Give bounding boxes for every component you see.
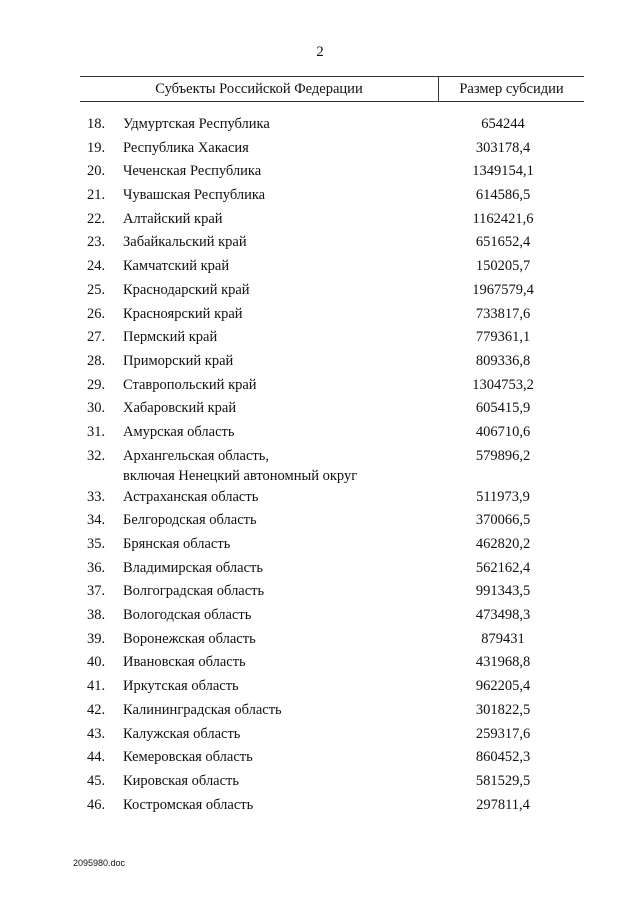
row-number: 43. bbox=[87, 725, 106, 742]
subsidy-amount: 581529,5 bbox=[475, 772, 531, 789]
subject-name bbox=[123, 676, 443, 696]
table-row bbox=[0, 232, 640, 256]
subsidy-amount: 991343,5 bbox=[475, 583, 531, 600]
subject-name bbox=[123, 209, 443, 229]
row-number: 31. bbox=[87, 423, 106, 440]
subject-name bbox=[123, 700, 443, 720]
subject-name-line1: Кировская область bbox=[123, 772, 240, 789]
table-row bbox=[0, 398, 640, 422]
row-number: 46. bbox=[87, 796, 106, 813]
table-row bbox=[0, 558, 640, 582]
subsidy-amount: 1967579,4 bbox=[472, 281, 534, 298]
table-row bbox=[0, 771, 640, 795]
subsidy-amount: 879431 bbox=[481, 630, 525, 647]
subject-name bbox=[123, 510, 443, 530]
table-body bbox=[0, 114, 640, 818]
table-row bbox=[0, 351, 640, 375]
subject-name-line1: Калининградская область bbox=[123, 701, 282, 718]
row-number: 32. bbox=[87, 447, 106, 464]
subject-name-line1: Волгоградская область bbox=[123, 583, 265, 600]
subject-name-line1: Хабаровский край bbox=[123, 400, 237, 417]
row-number: 29. bbox=[87, 376, 106, 393]
row-number: 22. bbox=[87, 210, 106, 227]
subsidy-amount: 1349154,1 bbox=[472, 163, 534, 180]
subsidy-amount: 462820,2 bbox=[475, 536, 531, 552]
subject-name-line1: Камчатский край bbox=[123, 258, 230, 275]
row-number: 34. bbox=[87, 512, 106, 529]
subject-name bbox=[123, 558, 443, 578]
row-number: 40. bbox=[87, 654, 106, 671]
table-row bbox=[0, 304, 640, 328]
subsidy-amount: 579896,2 bbox=[475, 447, 531, 464]
table-row bbox=[0, 327, 640, 351]
table-row bbox=[0, 510, 640, 534]
subsidy-amount: 779361,1 bbox=[475, 329, 531, 346]
row-number: 28. bbox=[87, 352, 106, 369]
row-number: 41. bbox=[87, 678, 106, 695]
table-row bbox=[0, 422, 640, 446]
row-number: 20. bbox=[87, 163, 106, 180]
page-number: 2 bbox=[316, 44, 324, 60]
table-row bbox=[0, 676, 640, 700]
row-number: 26. bbox=[87, 305, 106, 322]
subject-name-line1: Краснодарский край bbox=[123, 281, 250, 298]
subject-name bbox=[123, 422, 443, 442]
subsidy-amount: 303178,4 bbox=[475, 139, 531, 156]
row-number: 21. bbox=[87, 187, 106, 204]
subject-name-line1: Приморский край bbox=[123, 352, 234, 369]
subject-name-line1: Вологодская область bbox=[123, 607, 252, 624]
row-number: 18. bbox=[87, 116, 106, 132]
subsidy-amount: 370066,5 bbox=[475, 512, 531, 529]
subject-name bbox=[123, 446, 443, 486]
row-number: 44. bbox=[87, 749, 106, 766]
subsidy-amount: 259317,6 bbox=[475, 725, 531, 742]
subject-name-line1: Белгородская область bbox=[123, 512, 257, 529]
subsidy-amount: 733817,6 bbox=[475, 305, 531, 322]
subject-name bbox=[123, 487, 443, 507]
row-number: 36. bbox=[87, 559, 106, 576]
row-number: 25. bbox=[87, 281, 106, 298]
subject-name-line1: Костромская область bbox=[123, 796, 254, 813]
subject-name-line1: Ставропольский край bbox=[123, 376, 257, 393]
table-row bbox=[0, 534, 640, 558]
subsidy-amount: 809336,8 bbox=[475, 352, 531, 369]
row-number: 42. bbox=[87, 701, 106, 718]
subsidy-amount: 562162,4 bbox=[475, 559, 531, 576]
subject-name-line1: Кемеровская область bbox=[123, 749, 253, 766]
table-row bbox=[0, 280, 640, 304]
subject-name bbox=[123, 232, 443, 252]
row-number: 30. bbox=[87, 400, 106, 417]
header-subsidy: Размер субсидии bbox=[459, 81, 564, 97]
row-number: 27. bbox=[87, 329, 106, 346]
subject-name-line1: Брянская область bbox=[123, 536, 231, 552]
subject-name bbox=[123, 605, 443, 625]
subsidy-amount: 605415,9 bbox=[475, 400, 531, 417]
subject-name-line1: Воронежская область bbox=[123, 630, 256, 647]
subject-name-line1: Красноярский край bbox=[123, 305, 243, 322]
subject-name-line1: Архангельская область, bbox=[123, 447, 269, 464]
subject-name-line1: Республика Хакасия bbox=[123, 139, 249, 156]
subject-name bbox=[123, 138, 443, 158]
row-number: 24. bbox=[87, 258, 106, 275]
subsidy-amount: 511973,9 bbox=[476, 488, 530, 505]
subsidy-amount: 150205,7 bbox=[475, 258, 531, 275]
subject-name bbox=[123, 534, 443, 554]
subject-name bbox=[123, 327, 443, 347]
table-header bbox=[80, 76, 584, 102]
table-row bbox=[0, 161, 640, 185]
row-number: 38. bbox=[87, 607, 106, 624]
subject-name-line1: Амурская область bbox=[123, 423, 235, 440]
subject-name-line1: Удмуртская Республика bbox=[123, 116, 270, 132]
table-row bbox=[0, 114, 640, 138]
subject-name-line1: Забайкальский край bbox=[123, 234, 247, 251]
row-number: 37. bbox=[87, 583, 106, 600]
subject-name-line1: Чеченская Республика bbox=[123, 163, 262, 180]
subject-name bbox=[123, 724, 443, 744]
row-number: 35. bbox=[87, 536, 106, 552]
table-row bbox=[0, 747, 640, 771]
table-row bbox=[0, 605, 640, 629]
subject-name bbox=[123, 629, 443, 649]
table-row bbox=[0, 652, 640, 676]
subsidy-amount: 614586,5 bbox=[475, 187, 531, 204]
subsidy-amount: 860452,3 bbox=[475, 749, 531, 766]
subject-name bbox=[123, 375, 443, 395]
subject-name bbox=[123, 652, 443, 672]
subject-name-line1: Иркутская область bbox=[123, 678, 239, 695]
subject-name bbox=[123, 771, 443, 791]
subject-name bbox=[123, 256, 443, 276]
row-number: 19. bbox=[87, 139, 106, 156]
table-row bbox=[0, 138, 640, 162]
subject-name bbox=[123, 747, 443, 767]
table-row bbox=[0, 256, 640, 280]
subject-name bbox=[123, 304, 443, 324]
subsidy-amount: 301822,5 bbox=[475, 701, 531, 718]
row-number: 33. bbox=[87, 488, 106, 505]
table-row bbox=[0, 629, 640, 653]
subject-name-line1: Астраханская область bbox=[123, 488, 259, 505]
subsidy-amount: 1304753,2 bbox=[472, 376, 534, 393]
row-number: 39. bbox=[87, 630, 106, 647]
subject-name bbox=[123, 280, 443, 300]
subject-name-line1: Пермский край bbox=[123, 329, 218, 346]
subject-name bbox=[123, 351, 443, 371]
subject-name-line2: включая Ненецкий автономный округ bbox=[123, 467, 358, 484]
subsidy-amount: 431968,8 bbox=[475, 654, 531, 671]
subsidy-amount: 473498,3 bbox=[475, 607, 531, 624]
table-row bbox=[0, 581, 640, 605]
table-row bbox=[0, 446, 640, 487]
table-row bbox=[0, 724, 640, 748]
table-row bbox=[0, 209, 640, 233]
subject-name bbox=[123, 581, 443, 601]
subject-name-line1: Калужская область bbox=[123, 725, 241, 742]
subject-name-line1: Владимирская область bbox=[123, 559, 263, 576]
subject-name bbox=[123, 161, 443, 181]
subject-name bbox=[123, 795, 443, 815]
subject-name-line1: Алтайский край bbox=[123, 210, 223, 227]
file-name: 2095980.doc bbox=[73, 858, 126, 868]
subject-name bbox=[123, 114, 443, 134]
subsidy-amount: 962205,4 bbox=[475, 678, 531, 695]
subject-name-line1: Ивановская область bbox=[123, 654, 246, 671]
header-subjects: Субъекты Российской Федерации bbox=[155, 81, 363, 97]
subject-name bbox=[123, 398, 443, 418]
table-row bbox=[0, 375, 640, 399]
subject-name bbox=[123, 185, 443, 205]
table-row bbox=[0, 487, 640, 511]
row-number: 45. bbox=[87, 772, 106, 789]
table-row bbox=[0, 795, 640, 819]
subsidy-amount: 297811,4 bbox=[476, 796, 530, 813]
subsidy-amount: 1162421,6 bbox=[472, 210, 534, 227]
subsidy-amount: 406710,6 bbox=[475, 423, 531, 440]
subject-name-line1: Чувашская Республика bbox=[123, 187, 266, 204]
table-row bbox=[0, 185, 640, 209]
subsidy-amount: 654244 bbox=[481, 116, 525, 132]
table-row bbox=[0, 700, 640, 724]
subsidy-amount: 651652,4 bbox=[475, 234, 531, 251]
row-number: 23. bbox=[87, 234, 106, 251]
